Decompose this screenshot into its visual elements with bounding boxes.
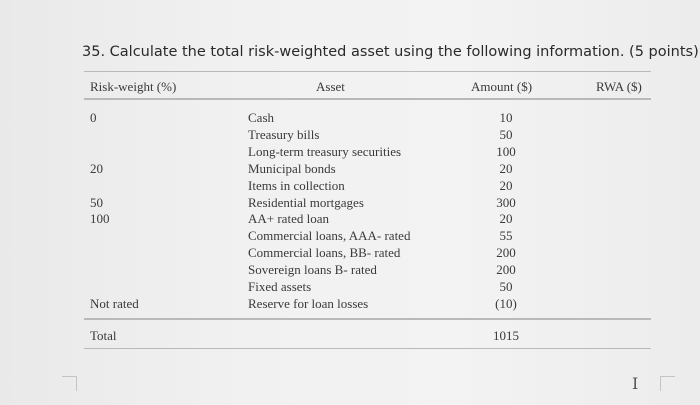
amount-value: 300: [496, 194, 516, 210]
total-amount: 1015: [493, 328, 519, 343]
header-rwa: RWA ($): [596, 79, 642, 94]
total-label: Total: [90, 328, 117, 343]
asset-item: AA+ rated loan: [248, 211, 329, 227]
amount-value: 20: [499, 160, 513, 176]
amount-value: 20: [499, 211, 513, 227]
header-asset: Asset: [316, 79, 345, 94]
text-cursor-icon: I: [632, 374, 639, 393]
asset-item: Long-term treasury securities: [248, 143, 402, 159]
question-text: 35. Calculate the total risk-weighted asset using the following information. (5 points): [82, 44, 699, 60]
crop-corner-bottom-left: [62, 376, 77, 391]
amount-value: 50: [499, 126, 513, 142]
asset-item: Fixed assets: [248, 279, 312, 295]
amount-value: 200: [496, 262, 516, 278]
asset-item: Cash: [248, 110, 274, 125]
amount-value: 200: [496, 245, 516, 261]
amount-value: (10): [495, 295, 517, 311]
asset-item: Sovereign loans B- rated: [248, 262, 377, 278]
asset-item: Treasury bills: [248, 126, 320, 142]
amount-value: 100: [496, 143, 516, 159]
asset-item: Commercial loans, AAA- rated: [248, 228, 411, 244]
amount-value: 20: [499, 177, 513, 193]
amount-value: 55: [499, 228, 513, 244]
asset-list: [248, 110, 410, 313]
amount-value: 50: [499, 279, 513, 295]
table-bottom-rule: [84, 348, 651, 349]
header-risk-weight: Risk-weight (%): [90, 79, 177, 94]
table-top-rule: [84, 71, 651, 72]
amount-list: [485, 110, 527, 313]
risk-weight-20: 20: [90, 161, 103, 176]
risk-weight-not-rated: Not rated: [90, 296, 139, 311]
risk-weight-50: 50: [90, 195, 103, 210]
header-rule: [84, 98, 651, 100]
header-amount: Amount ($): [471, 79, 533, 94]
total-rule: [84, 318, 651, 320]
asset-item: Items in collection: [248, 177, 345, 193]
risk-weight-0: 0: [90, 110, 97, 125]
asset-item: Municipal bonds: [248, 160, 336, 176]
asset-item: Residential mortgages: [248, 194, 364, 210]
asset-item: Commercial loans, BB- rated: [248, 245, 401, 261]
asset-item: Reserve for loan losses: [248, 295, 369, 311]
crop-corner-bottom-right: [660, 376, 675, 391]
amount-value: 10: [499, 110, 513, 125]
risk-weight-100: 100: [90, 211, 110, 226]
